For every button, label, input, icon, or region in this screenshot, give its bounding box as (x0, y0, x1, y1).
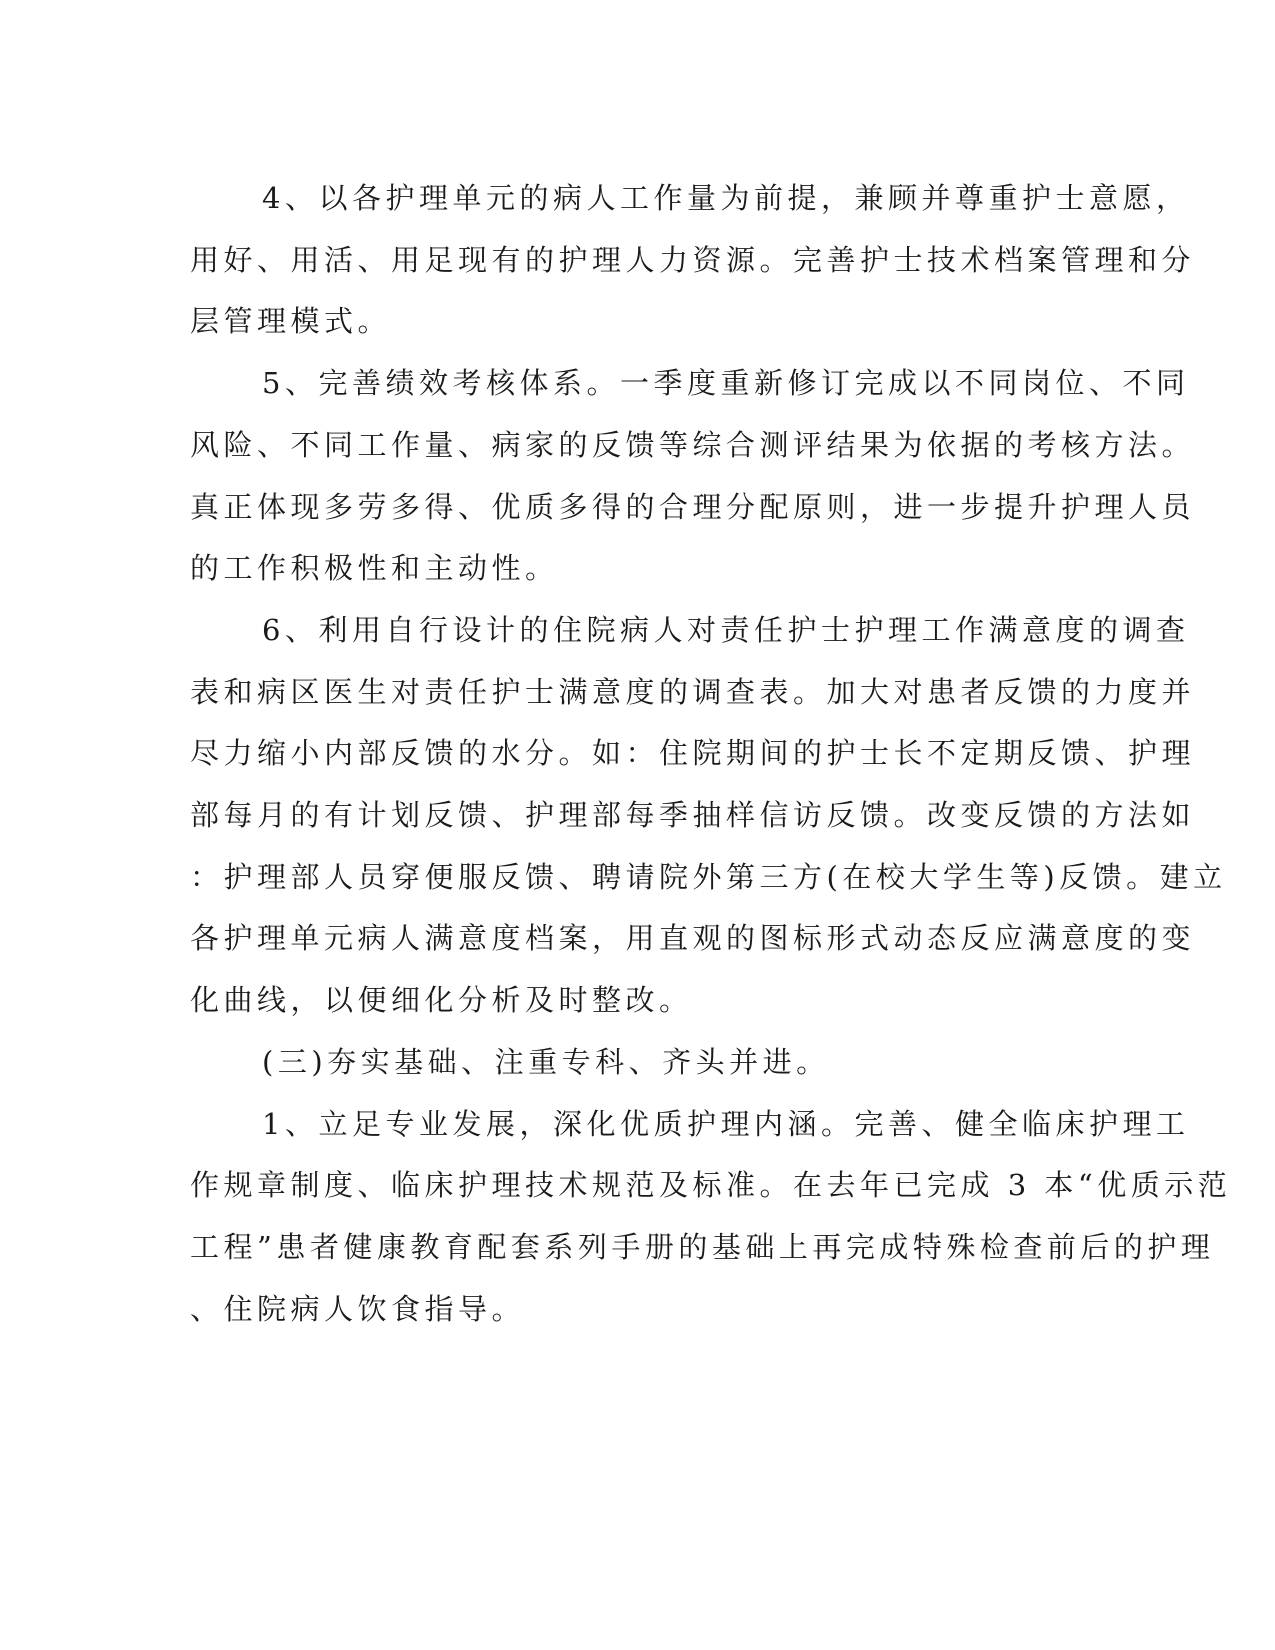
paragraph-item-6 (190, 600, 1227, 1032)
paragraph-line: 表和病区医生对责任护士满意度的调查表。加大对患者反馈的力度并 (190, 674, 1196, 709)
paragraph-line: 部每月的有计划反馈、护理部每季抽样信访反馈。改变反馈的方法如 (190, 798, 1196, 833)
paragraph-item-5 (190, 353, 1196, 600)
paragraph-item-4 (190, 168, 1196, 353)
paragraph-line: 尽力缩小内部反馈的水分。如：住院期间的护士长不定期反馈、护理 (190, 736, 1196, 771)
paragraph-line: 化曲线，以便细化分析及时整改。 (190, 983, 693, 1018)
paragraph-line: 1、立足专业发展，深化优质护理内涵。完善、健全临床护理工 (262, 1106, 1190, 1141)
paragraph-line: ：护理部人员穿便服反馈、聘请院外第三方(在校大学生等)反馈。建立 (190, 859, 1227, 894)
paragraph-line: 5、完善绩效考核体系。一季度重新修订完成以不同岗位、不同 (262, 366, 1190, 401)
paragraph-line: 各护理单元病人满意度档案，用直观的图标形式动态反应满意度的变 (190, 921, 1196, 956)
section-heading-3 (190, 1032, 1090, 1094)
paragraph-line: 层管理模式。 (190, 304, 392, 339)
paragraph-item-1 (190, 1094, 1232, 1341)
paragraph-line: 4、以各护理单元的病人工作量为前提，兼顾并尊重护士意愿， (262, 181, 1190, 215)
paragraph-line: 的工作积极性和主动性。 (190, 551, 559, 586)
paragraph-line: 风险、不同工作量、病家的反馈等综合测评结果为依据的考核方法。 (190, 427, 1196, 462)
paragraph-line: 、住院病人饮食指导。 (190, 1291, 526, 1326)
document-body (190, 168, 1232, 1340)
paragraph-line: 用好、用活、用足现有的护理人力资源。完善护士技术档案管理和分 (190, 242, 1196, 277)
paragraph-line: 工程”患者健康教育配套系列手册的基础上再完成特殊检查前后的护理 (190, 1229, 1215, 1264)
paragraph-line: (三)夯实基础、注重专科、齐头并进。 (262, 1044, 830, 1079)
paragraph-line: 作规章制度、临床护理技术规范及标准。在去年已完成 3 本“优质示范 (190, 1168, 1232, 1203)
paragraph-line: 真正体现多劳多得、优质多得的合理分配原则，进一步提升护理人员 (190, 489, 1196, 524)
paragraph-line: 6、利用自行设计的住院病人对责任护士护理工作满意度的调查 (262, 612, 1190, 647)
